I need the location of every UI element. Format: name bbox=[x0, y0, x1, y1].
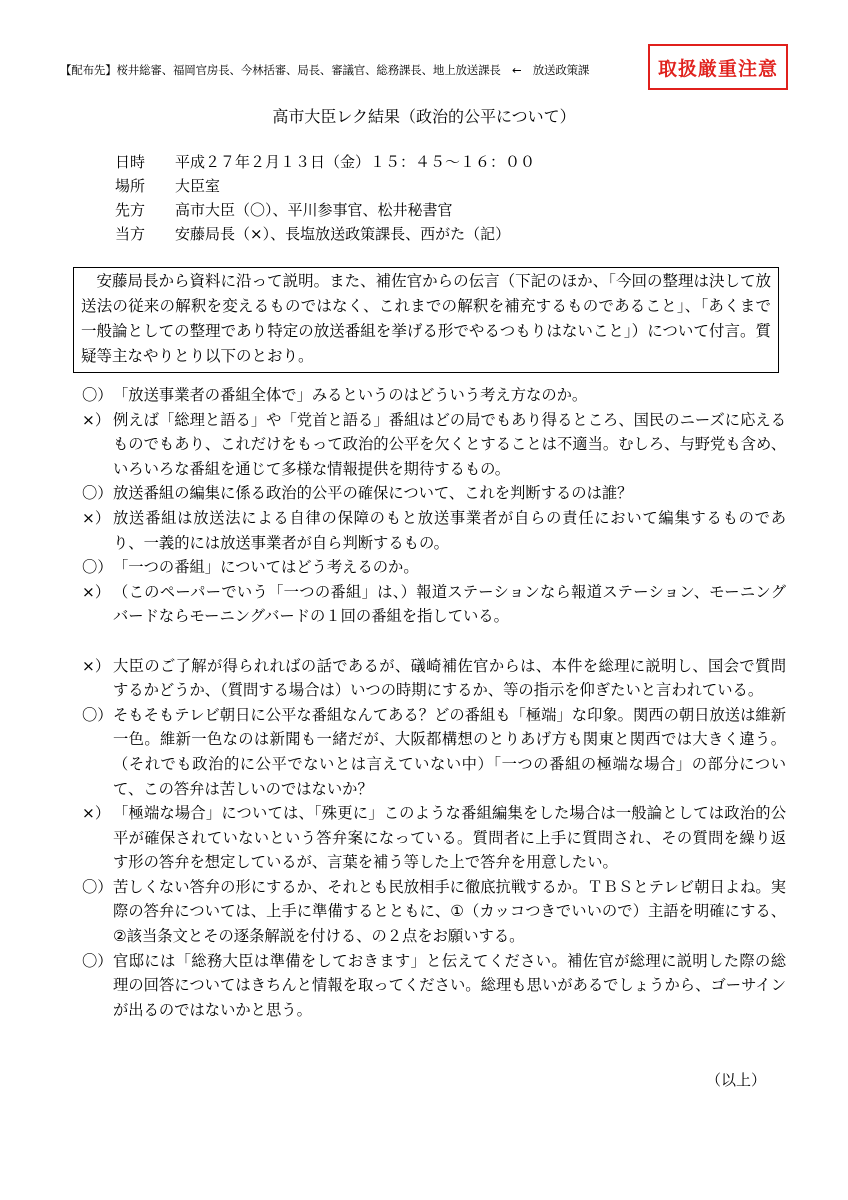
dialogue-item bbox=[82, 801, 786, 875]
meeting-place-row bbox=[115, 174, 535, 198]
place-value: 大臣室 bbox=[175, 177, 221, 195]
confidential-badge: 取扱厳重注意 bbox=[648, 44, 788, 90]
dialogue-text: 官邸には「総務大臣は準備をしておきます」と伝えてください。補佐官が総理に説明した際の総理の回答についてはきちんと情報を取ってください。総理も思いがあるでしょうから、ゴーサインが出るのではないかと思う。 bbox=[113, 951, 786, 1019]
our-side-row bbox=[115, 222, 535, 246]
dialogue-item bbox=[82, 383, 786, 408]
dialogue-text: そもそもテレビ朝日に公平な番組なんてある？どの番組も「極端」な印象。関西の朝日放送は維新一色。維新一色なのは新聞も一緒だが、大阪都構想のとりあげ方も関東と関西では大きく違う。（それでも政治的に公平でないとは言えていない中）「一つの番組の極端な場合」の部分について、この答弁は苦しいのではないか？ bbox=[113, 705, 786, 798]
document-title: 高市大臣レク結果（政治的公平について） bbox=[272, 107, 576, 126]
closing-remark: （以上） bbox=[706, 1071, 767, 1089]
dialogue-item bbox=[82, 481, 786, 506]
speaker-mark: 〇） bbox=[82, 705, 113, 724]
dialogue-item bbox=[82, 949, 786, 1023]
speaker-mark: 〇） bbox=[82, 386, 113, 404]
dialogue-text: 大臣のご了解が得られればの話であるが、礒崎補佐官からは、本件を総理に説明し、国会で質問するかどうか、（質問する場合は）いつの時期にするか、等の指示を仰ぎたいと言われている。 bbox=[113, 656, 786, 700]
meeting-date-row bbox=[115, 150, 535, 174]
our-side-label: 当方 bbox=[115, 225, 146, 243]
dialogue-text: 例えば「総理と語る」や「党首と語る」番組はどの局でもあり得るところ、国民のニーズに応えるものでもあり、これだけをもって政治的公平を欠くとすることは不適当。むしろ、与野党も含め、いろいろな番組を通じて多様な情報提供を期待するもの。 bbox=[113, 410, 786, 478]
dialogue-text: 放送番組は放送法による自律の保障のもと放送事業者が自らの責任において編集するものであり、一義的には放送事業者が自ら判断するもの。 bbox=[113, 508, 786, 552]
meeting-details bbox=[115, 150, 535, 246]
dialogue-text: 放送番組の編集に係る政治的公平の確保について、これを判断するのは誰？ bbox=[113, 484, 633, 503]
dialogue-text: 苦しくない答弁の形にするか、それとも民放相手に徹底抗戦するか。ＴＢＳとテレビ朝日よね。実際の答弁については、上手に準備するとともに、①（カッコつきでいいので）主語を明確にする、②該当条文とその逐条解説を付ける、の２点をお願いする。 bbox=[113, 877, 786, 946]
date-label: 日時 bbox=[115, 153, 146, 171]
date-value: 平成２７年２月１３日（金）１５：４５〜１６：００ bbox=[175, 153, 536, 171]
distribution-list: 【配布先】桜井総審、福岡官房長、今林括審、局長、審議官、総務課長、地上放送課長 ← 放送政策課 bbox=[60, 63, 590, 77]
dialogue-item bbox=[82, 875, 786, 949]
speaker-mark: ×） bbox=[82, 410, 111, 429]
dialogue-item bbox=[82, 408, 786, 482]
speaker-mark: 〇） bbox=[82, 558, 113, 577]
speaker-mark: ×） bbox=[82, 582, 111, 601]
dialogue-text: （このペーパーでいう「一つの番組」は、）報道ステーションなら報道ステーション、モーニングバードならモーニングバードの１回の番組を指している。 bbox=[113, 582, 786, 626]
our-side-value: 安藤局長（×）、長塩放送政策課長、西がた（記） bbox=[175, 225, 511, 243]
place-label: 場所 bbox=[115, 177, 146, 195]
dialogue-item bbox=[82, 555, 786, 580]
dialogue-item bbox=[82, 654, 786, 703]
dialogue-list bbox=[82, 383, 786, 1022]
dialogue-item bbox=[82, 506, 786, 555]
summary-box bbox=[73, 267, 779, 373]
dialogue-item bbox=[82, 703, 786, 801]
counterpart-value: 高市大臣（〇）、平川参事官、松井秘書官 bbox=[175, 201, 453, 219]
speaker-mark: 〇） bbox=[82, 951, 113, 970]
speaker-mark: ×） bbox=[82, 804, 111, 823]
dialogue-item bbox=[82, 580, 786, 629]
counterpart-row bbox=[115, 198, 535, 222]
summary-text: 安藤局長から資料に沿って説明。また、補佐官からの伝言（下記のほか、「今回の整理は決して放送法の従来の解釈を変えるものではなく、これまでの解釈を補充するものであること」、「あくまで一般論としての整理であり特定の放送番組を挙げる形でやるつもりはないこと」）について付言。質疑等主なやりとり以下のとおり。 bbox=[81, 272, 771, 365]
dialogue-text: 「極端な場合」については、「殊更に」このような番組編集をした場合は一般論としては政治的公平が確保されていないという答弁案になっている。質問者に上手に質問され、その質問を繰り返す形の答弁を想定しているが、言葉を補う等した上で答弁を用意したい。 bbox=[113, 804, 786, 872]
speaker-mark: ×） bbox=[82, 656, 111, 675]
speaker-mark: 〇） bbox=[82, 484, 113, 503]
counterpart-label: 先方 bbox=[115, 201, 146, 219]
speaker-mark: 〇） bbox=[82, 877, 113, 896]
dialogue-text: 「一つの番組」についてはどう考えるのか。 bbox=[113, 558, 419, 577]
speaker-mark: ×） bbox=[82, 508, 111, 527]
dialogue-text: 「放送事業者の番組全体で」みるというのはどういう考え方なのか。 bbox=[113, 386, 588, 404]
